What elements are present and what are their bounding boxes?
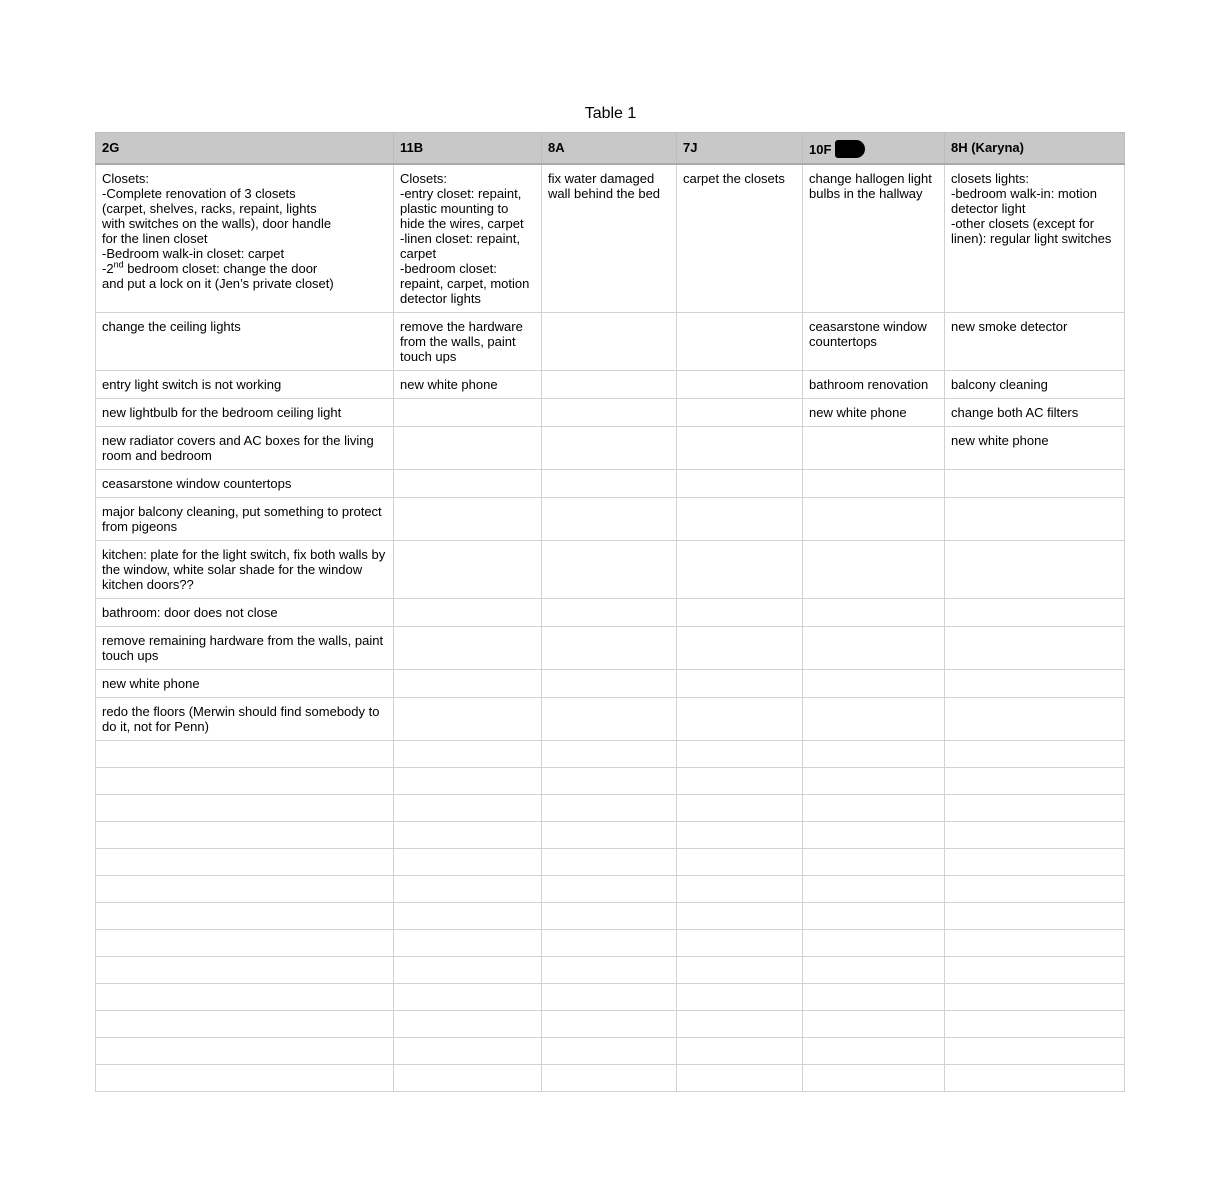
table-row-empty [96, 822, 1125, 849]
table-cell-empty [96, 849, 394, 876]
table-cell-empty [542, 984, 677, 1011]
table-cell-empty [542, 957, 677, 984]
cell-text: redo the floors (Merwin should find somebody to do it, not for Penn) [102, 704, 380, 734]
table-cell-8h [945, 371, 1125, 399]
table-cell-empty [394, 876, 542, 903]
table-cell-empty [677, 768, 803, 795]
table-cell-10f [803, 698, 945, 741]
table-row-empty [96, 876, 1125, 903]
table-cell-empty [803, 930, 945, 957]
table-cell-7j [677, 164, 803, 313]
table-row-empty [96, 930, 1125, 957]
table-cell-empty [96, 768, 394, 795]
table-cell-7j [677, 541, 803, 599]
table-cell-8h [945, 399, 1125, 427]
table-cell-10f [803, 470, 945, 498]
table-title: Table 1 [584, 105, 637, 122]
table-cell-empty [394, 795, 542, 822]
table-cell-11b [394, 371, 542, 399]
table-row-empty [96, 1011, 1125, 1038]
table-cell-2g [96, 698, 394, 741]
table-cell-8h [945, 627, 1125, 670]
cell-text: Closets: -entry closet: repaint, plastic mounting to hide the wires, carpet -linen closet: repaint, carpet -bedroom closet: repaint, carpet, motion detector lights [400, 171, 530, 306]
table-cell-11b [394, 670, 542, 698]
table-cell-empty [96, 795, 394, 822]
table-cell-empty [945, 822, 1125, 849]
table-cell-empty [96, 822, 394, 849]
table-cell-empty [677, 795, 803, 822]
table-cell-empty [542, 741, 677, 768]
table-cell-empty [394, 849, 542, 876]
table-cell-empty [945, 768, 1125, 795]
table-cell-empty [803, 1038, 945, 1065]
table-cell-8h [945, 470, 1125, 498]
cell-text: new white phone [102, 676, 200, 691]
table-cell-empty [803, 876, 945, 903]
table-cell-8a [542, 399, 677, 427]
table-cell-10f [803, 541, 945, 599]
table-cell-10f [803, 164, 945, 313]
table-cell-11b [394, 498, 542, 541]
cell-text: new smoke detector [951, 319, 1068, 334]
table-cell-11b [394, 470, 542, 498]
cell-text: kitchen: plate for the light switch, fix both walls by the window, white solar shade for the window kitchen doors?? [102, 547, 386, 592]
table-cell-empty [677, 1011, 803, 1038]
table-cell-8a [542, 670, 677, 698]
table-cell-empty [394, 957, 542, 984]
cell-text: change both AC filters [951, 405, 1079, 420]
cell-text: new white phone [951, 433, 1049, 448]
cell-text: new white phone [809, 405, 907, 420]
table-row-empty [96, 768, 1125, 795]
table-cell-empty [96, 741, 394, 768]
table-cell-2g [96, 627, 394, 670]
table-cell-empty [542, 849, 677, 876]
table-cell-7j [677, 427, 803, 470]
cell-text: ceasarstone window countertops [809, 319, 927, 349]
table-cell-empty [96, 1011, 394, 1038]
table-cell-empty [542, 795, 677, 822]
table-cell-8a [542, 164, 677, 313]
table-cell-8h [945, 427, 1125, 470]
table-row [96, 627, 1125, 670]
table-cell-2g [96, 371, 394, 399]
table-cell-empty [945, 930, 1125, 957]
table-cell-8h [945, 164, 1125, 313]
table-row [96, 541, 1125, 599]
table-cell-8a [542, 599, 677, 627]
table-cell-10f [803, 313, 945, 371]
table-row [96, 427, 1125, 470]
table-cell-2g [96, 599, 394, 627]
table-cell-empty [542, 1065, 677, 1092]
table-cell-8h [945, 599, 1125, 627]
column-header-11b: 11B [394, 133, 542, 165]
cell-text: new white phone [400, 377, 498, 392]
table-cell-empty [542, 930, 677, 957]
table-cell-8a [542, 627, 677, 670]
table-cell-2g [96, 470, 394, 498]
table-cell-empty [394, 930, 542, 957]
table-cell-7j [677, 498, 803, 541]
table-cell-empty [803, 1011, 945, 1038]
table-cell-empty [96, 930, 394, 957]
table-cell-7j [677, 627, 803, 670]
table-cell-empty [96, 984, 394, 1011]
table-cell-empty [394, 768, 542, 795]
table-cell-empty [803, 903, 945, 930]
cell-text: carpet the closets [683, 171, 785, 186]
table-cell-empty [394, 741, 542, 768]
table-cell-7j [677, 313, 803, 371]
table-cell-2g [96, 498, 394, 541]
table-row [96, 670, 1125, 698]
table-cell-empty [945, 1065, 1125, 1092]
table-body [96, 164, 1125, 1092]
table-cell-empty [803, 957, 945, 984]
table-cell-11b [394, 599, 542, 627]
table-cell-8h [945, 698, 1125, 741]
table-cell-empty [394, 1038, 542, 1065]
cell-text: balcony cleaning [951, 377, 1048, 392]
header-row [96, 133, 1125, 165]
table-cell-empty [677, 930, 803, 957]
table-cell-10f [803, 599, 945, 627]
table-cell-8h [945, 498, 1125, 541]
table-cell-8a [542, 427, 677, 470]
column-header-2g: 2G [96, 133, 394, 165]
cell-text: remove the hardware from the walls, paint touch ups [400, 319, 523, 364]
table-row [96, 164, 1125, 313]
table-cell-empty [803, 795, 945, 822]
table-cell-7j [677, 599, 803, 627]
cell-text: new radiator covers and AC boxes for the living room and bedroom [102, 433, 374, 463]
table-cell-empty [677, 849, 803, 876]
column-header-7j: 7J [677, 133, 803, 165]
cell-text: entry light switch is not working [102, 377, 282, 392]
table-row-empty [96, 741, 1125, 768]
table-cell-10f [803, 498, 945, 541]
table-cell-empty [96, 903, 394, 930]
table-cell-10f [803, 670, 945, 698]
table-cell-empty [803, 984, 945, 1011]
table-cell-empty [394, 1011, 542, 1038]
table-row-empty [96, 984, 1125, 1011]
table-cell-7j [677, 470, 803, 498]
table-cell-2g [96, 541, 394, 599]
table-cell-8h [945, 541, 1125, 599]
column-header-8h: 8H (Karyna) [945, 133, 1125, 165]
ordinal-superscript: nd [113, 259, 124, 270]
table-cell-empty [96, 1038, 394, 1065]
table-cell-empty [96, 876, 394, 903]
table-cell-2g [96, 399, 394, 427]
table-cell-empty [677, 876, 803, 903]
table-row [96, 313, 1125, 371]
table-row-empty [96, 849, 1125, 876]
cell-text: major balcony cleaning, put something to protect from pigeons [102, 504, 382, 534]
table-cell-empty [542, 876, 677, 903]
table-cell-7j [677, 399, 803, 427]
table-cell-8a [542, 498, 677, 541]
table-cell-empty [803, 768, 945, 795]
table-cell-2g [96, 670, 394, 698]
table-cell-empty [677, 1065, 803, 1092]
table-cell-2g [96, 313, 394, 371]
table-cell-empty [677, 984, 803, 1011]
table-cell-empty [394, 903, 542, 930]
cell-text: bathroom renovation [809, 377, 929, 392]
table-row-empty [96, 795, 1125, 822]
table-row [96, 371, 1125, 399]
table-cell-empty [394, 984, 542, 1011]
table-row-empty [96, 1065, 1125, 1092]
table-row [96, 599, 1125, 627]
table-cell-2g [96, 164, 394, 313]
table-cell-empty [945, 1011, 1125, 1038]
table-cell-10f [803, 371, 945, 399]
table-cell-2g [96, 427, 394, 470]
column-header-10f [803, 133, 945, 165]
table-cell-7j [677, 371, 803, 399]
table-cell-empty [96, 1065, 394, 1092]
table-cell-empty [803, 849, 945, 876]
table-cell-10f [803, 399, 945, 427]
cell-text: bathroom: door does not close [102, 605, 278, 620]
table-cell-8a [542, 313, 677, 371]
cell-text: closets lights: -bedroom walk-in: motion detector light -other closets (except for linen): regular light switches [951, 171, 1112, 246]
cell-text: change the ceiling lights [102, 319, 241, 334]
table-cell-empty [945, 1038, 1125, 1065]
table-cell-empty [677, 822, 803, 849]
table-cell-8a [542, 371, 677, 399]
table-cell-empty [803, 822, 945, 849]
table-cell-11b [394, 427, 542, 470]
table-cell-empty [542, 1038, 677, 1065]
table-cell-8a [542, 470, 677, 498]
table-row-empty [96, 1038, 1125, 1065]
table-row [96, 470, 1125, 498]
task-table [95, 132, 1125, 1092]
table-cell-empty [394, 822, 542, 849]
table-cell-empty [677, 957, 803, 984]
table-cell-8h [945, 670, 1125, 698]
table-cell-empty [945, 957, 1125, 984]
cell-text: fix water damaged wall behind the bed [548, 171, 661, 201]
table-cell-empty [677, 741, 803, 768]
table-cell-empty [803, 1065, 945, 1092]
table-row [96, 498, 1125, 541]
table-cell-7j [677, 670, 803, 698]
table-cell-empty [542, 822, 677, 849]
table-cell-empty [96, 957, 394, 984]
column-header-10f-suffix: ) [857, 142, 862, 157]
cell-text: Closets: -Complete renovation of 3 closets (carpet, shelves, racks, repaint, lights with switches on the walls), door handle for the linen closet -Bedroom walk-in closet: carpet -2 [102, 171, 332, 276]
table-cell-10f [803, 627, 945, 670]
table-cell-8a [542, 698, 677, 741]
cell-text: bedroom closet: change the door and put a lock on it (Jen’s private closet) [102, 261, 334, 291]
table-cell-empty [945, 795, 1125, 822]
table-cell-empty [542, 903, 677, 930]
table-cell-empty [945, 876, 1125, 903]
table-cell-11b [394, 399, 542, 427]
cell-text: change hallogen light bulbs in the hallway [809, 171, 932, 201]
table-cell-7j [677, 698, 803, 741]
table-cell-11b [394, 313, 542, 371]
table-cell-11b [394, 541, 542, 599]
table-row-empty [96, 957, 1125, 984]
table-cell-empty [803, 741, 945, 768]
table-cell-11b [394, 164, 542, 313]
table-cell-8a [542, 541, 677, 599]
table-cell-empty [542, 1011, 677, 1038]
table-cell-empty [677, 903, 803, 930]
cell-text: ceasarstone window countertops [102, 476, 292, 491]
table-row-empty [96, 903, 1125, 930]
table-cell-8h [945, 313, 1125, 371]
table-cell-empty [945, 741, 1125, 768]
table-row [96, 698, 1125, 741]
table-cell-11b [394, 698, 542, 741]
cell-text: new lightbulb for the bedroom ceiling light [102, 405, 342, 420]
table-row [96, 399, 1125, 427]
table-cell-empty [945, 984, 1125, 1011]
column-header-8a: 8A [542, 133, 677, 165]
table-cell-empty [542, 768, 677, 795]
table-cell-empty [677, 1038, 803, 1065]
table-cell-11b [394, 627, 542, 670]
cell-text: remove remaining hardware from the walls, paint touch ups [102, 633, 384, 663]
table-cell-empty [945, 849, 1125, 876]
column-header-10f-label: 10F [809, 142, 832, 157]
table-cell-empty [394, 1065, 542, 1092]
table-cell-empty [945, 903, 1125, 930]
table-cell-10f [803, 427, 945, 470]
